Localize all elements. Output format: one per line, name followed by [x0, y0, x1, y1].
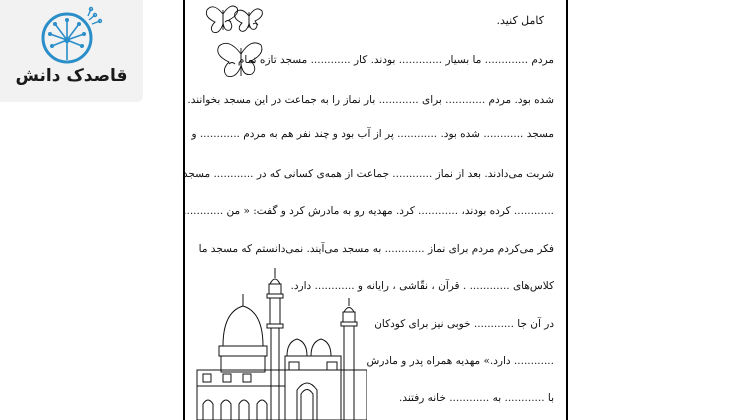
logo-text: قاصدک دانش	[15, 66, 128, 86]
worksheet-title: کامل کنید.	[496, 14, 544, 27]
text-line: مسجد ............ شده بود. ............ پر از آب بود و چند نفر هم به مردم ............ و	[191, 128, 554, 140]
butterflies-icon	[201, 2, 279, 82]
text-line: با ............ به ............ خانه رفتند.	[399, 392, 554, 404]
text-line: ............ کرده بودند، ............ کرد. مهدیه رو به مادرش کرد و گفت: « من ............	[183, 205, 554, 217]
text-line: ............ دارد.» مهدیه همراه پدر و مادرش	[366, 355, 554, 367]
text-line: مردم ............. ما بسیار ............. بودند. کار ............ مسجد تازه تمام	[237, 54, 554, 66]
logo-card	[0, 0, 143, 102]
text-line: شربت می‌دادند. بعد از نماز ............ جماعت از همه‌ی کسانی که در ............ مسجد	[182, 168, 554, 180]
text-line: فکر می‌کردم مردم برای نماز ............ به مسجد می‌آیند. نمی‌دانستم که مسجد ما	[198, 243, 554, 255]
text-line: در آن جا ............ خوبی نیز برای کودکان	[374, 318, 554, 330]
dandelion-icon	[34, 6, 104, 68]
text-line: کلاس‌های ............ . قرآن ، نقّاشی ، رایانه و ............ دارد.	[290, 280, 554, 292]
text-line: شده بود. مردم ............ برای ............ بار نماز را به جماعت در این مسجد بخوانند.	[187, 94, 554, 106]
mosque-icon	[189, 262, 367, 420]
worksheet	[183, 0, 568, 420]
